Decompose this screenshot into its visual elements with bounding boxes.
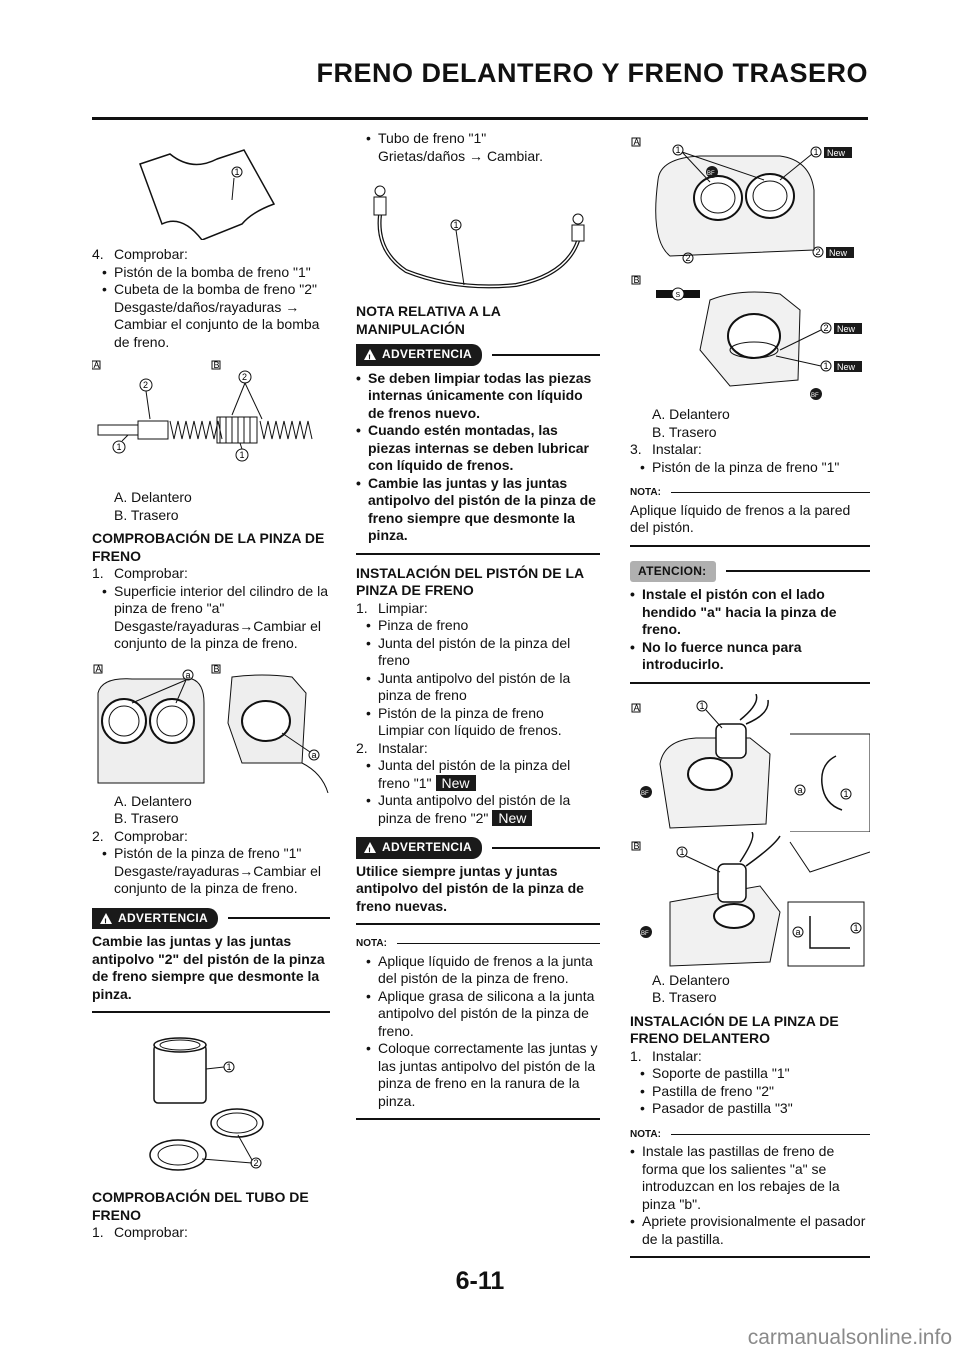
section-heading: COMPROBACIÓN DEL TUBO DE FRENO	[92, 1189, 309, 1223]
caption-front: A. Delantero	[114, 792, 192, 809]
list-item: • Pastilla de freno "2"	[640, 1082, 775, 1099]
step-label: Comprobar:	[114, 1224, 188, 1240]
list-item: • Se deben limpiar todas las piezas internas únicamente con líquido de frenos nuevo.	[356, 369, 592, 421]
list-item: • No lo fuerce nunca para introducirlo.	[630, 638, 802, 672]
step-number: 1.	[356, 599, 368, 616]
list-item: • Junta antipolvo del pistón de la pinza de freno	[366, 669, 571, 703]
list-item: • Cambie las juntas y las juntas antipolvo del pistón de la pinza de freno siempre que desmonte la pinza.	[356, 474, 596, 543]
caption-rear: B. Trasero	[114, 810, 179, 826]
note-header: NOTA:	[630, 484, 870, 502]
silicone-grease-icon: S	[675, 292, 681, 299]
caution-badge: ATENCION:	[630, 561, 716, 583]
callout-a: a	[797, 784, 803, 795]
caliper-seals-rear-figure	[630, 270, 870, 406]
section-heading: INSTALACIÓN DE LA PINZA DE FRENO DELANTERO	[630, 1012, 839, 1046]
list-item: • Pasador de pastilla "3"	[640, 1100, 793, 1116]
column-2	[356, 130, 600, 1130]
new-part-badge: New	[837, 324, 856, 334]
warning-end-rule	[356, 553, 600, 555]
warning-end-rule	[356, 923, 600, 925]
list-item: • Instale el pistón con el lado hendido "a" hacia la pinza de freno.	[630, 586, 837, 637]
step-number: 1.	[630, 1047, 642, 1064]
new-part-badge: New	[829, 248, 848, 258]
callout-2: 2	[143, 380, 149, 390]
list-item: • Junta del pistón de la pinza del freno	[366, 634, 571, 668]
piston-install-rear-figure	[630, 832, 870, 972]
callout-1: 1	[116, 442, 122, 452]
callout-1: 1	[453, 220, 459, 230]
note-header: NOTA:	[356, 935, 600, 953]
step-number: 1.	[92, 1224, 104, 1240]
step-label: Comprobar:	[114, 246, 188, 262]
label-a: A	[633, 137, 640, 147]
callout-2: 2	[815, 247, 821, 257]
label-b: B	[213, 360, 220, 370]
step-number: 2.	[356, 739, 368, 756]
step-label: Instalar:	[378, 739, 428, 756]
warning-header	[356, 344, 600, 366]
brake-hose-figure	[356, 171, 600, 299]
warning-badge: ! ADVERTENCIA	[92, 908, 218, 930]
warning-header	[356, 837, 600, 859]
callout-1: 1	[226, 1062, 232, 1072]
warning-header	[92, 908, 330, 930]
callout-1: 1	[234, 167, 240, 177]
list-item: • Instale las pastillas de freno de forma que los salientes "a" se introduzcan en los rebajes de la pinza "b".	[630, 1143, 840, 1212]
section-heading: NOTA RELATIVA A LA MANIPULACIÓN	[356, 303, 501, 337]
step-label: Instalar:	[652, 441, 702, 457]
caption-front: A. Delantero	[114, 489, 192, 505]
callout-1: 1	[823, 361, 829, 371]
bf-icon: BF	[811, 393, 819, 399]
step-number: 1.	[92, 565, 104, 581]
master-cylinder-parts-figure	[92, 359, 330, 489]
warning-triangle-icon	[364, 349, 376, 360]
label-a: A	[95, 663, 102, 674]
new-part-badge: New	[837, 362, 856, 372]
list-item: • Junta del pistón de la pinza del freno "1" New	[366, 757, 571, 791]
bf-icon: BF	[641, 930, 649, 937]
list-item: • Soporte de pastilla "1"	[640, 1065, 790, 1081]
bf-icon: BF	[641, 790, 649, 797]
list-item: • Pistón de la pinza de freno "1"	[102, 845, 302, 861]
warning-badge: ! ADVERTENCIA	[356, 344, 482, 366]
callout-a: a	[185, 669, 191, 680]
warning-end-rule	[92, 1011, 330, 1013]
label-b: B	[213, 663, 220, 674]
column-1	[92, 130, 330, 1242]
piston-install-front-figure	[630, 694, 870, 832]
note-header: NOTA:	[630, 1126, 870, 1144]
list-item: • Junta antipolvo del pistón de la pinza de freno "2" New	[366, 792, 571, 826]
page-header-title: FRENO DELANTERO Y FRENO TRASERO	[316, 58, 868, 88]
callout-2: 2	[823, 323, 829, 333]
caution-header	[630, 561, 870, 583]
note-end-rule	[630, 545, 870, 547]
new-part-badge: New	[492, 810, 532, 826]
caption-rear: B. Trasero	[652, 989, 717, 1005]
caption-front: A. Delantero	[652, 971, 730, 988]
list-item: • Pistón de la pinza de freno	[366, 704, 544, 721]
new-part-badge: New	[827, 148, 846, 158]
callout-1: 1	[239, 450, 245, 460]
list-item: • Tubo de freno "1"	[366, 130, 487, 146]
step-label: Instalar:	[652, 1047, 702, 1064]
result-text: de freno.	[114, 333, 170, 350]
callout-2: 2	[242, 372, 248, 382]
header-rule	[92, 117, 868, 120]
result-text: Desgaste/rayaduras→Cambiar el conjunto de la pinza de freno.	[114, 862, 321, 896]
master-cylinder-tool-figure	[92, 130, 330, 240]
result-text: Desgaste/daños/rayaduras →	[114, 298, 300, 315]
callout-1: 1	[675, 145, 681, 155]
new-part-badge: New	[436, 775, 476, 791]
callout-2: 2	[253, 1158, 259, 1168]
bf-icon: BF	[707, 171, 715, 177]
callout-1: 1	[813, 147, 819, 157]
note-end-rule	[356, 1118, 600, 1120]
warning-text: Utilice siempre juntas y juntas antipolvo del pistón de la pinza de freno nuevas.	[356, 862, 584, 914]
page-number: 6-11	[455, 1267, 505, 1295]
label-b: B	[633, 840, 640, 851]
callout-1: 1	[843, 788, 849, 799]
caption-front: A. Delantero	[652, 406, 730, 422]
callout-1: 1	[679, 846, 685, 857]
caution-end-rule	[630, 682, 870, 684]
list-item: • Pistón de la bomba de freno "1"	[102, 263, 311, 280]
callout-2: 2	[685, 253, 691, 263]
warning-text: Cambie las juntas y las juntas antipolvo "2" del pistón de la pinza de freno siempre que desmonte la pinza.	[92, 933, 325, 1002]
warning-triangle-icon	[364, 842, 376, 853]
note-end-rule	[630, 1256, 870, 1258]
watermark: carmanualsonline.info	[747, 1326, 952, 1349]
list-item: • Superficie interior del cilindro de la pinza de freno "a"	[102, 582, 328, 616]
label-a: A	[93, 360, 100, 370]
column-3	[630, 130, 870, 1268]
section-heading: INSTALACIÓN DEL PISTÓN DE LA PINZA DE FRENO	[356, 564, 584, 598]
list-item: • Cuando estén montadas, las piezas internas se deben lubricar con líquido de frenos.	[356, 422, 589, 473]
piston-and-seal-figure	[92, 1023, 330, 1183]
list-item: • Cubeta de la bomba de freno "2"	[102, 281, 317, 297]
list-item: • Pistón de la pinza de freno "1"	[640, 458, 840, 475]
warning-triangle-icon	[100, 913, 112, 924]
list-item: • Aplique grasa de silicona a la junta antipolvo del pistón de la pinza de freno.	[366, 987, 595, 1039]
list-item: • Aplique líquido de frenos a la junta del pistón de la pinza de freno.	[366, 952, 593, 986]
warning-badge: ! ADVERTENCIA	[356, 837, 482, 859]
caption-rear: B. Trasero	[114, 506, 179, 523]
caliper-seals-front-figure	[630, 130, 870, 270]
step-label: Comprobar:	[114, 565, 188, 581]
section-heading: COMPROBACIÓN DE LA PINZA DE FRENO	[92, 530, 325, 564]
result-text: Desgaste/rayaduras→Cambiar el conjunto de la pinza de freno.	[114, 617, 321, 651]
result-text: Limpiar con líquido de frenos.	[378, 722, 562, 738]
step-label: Comprobar:	[114, 827, 188, 844]
callout-a: a	[795, 926, 801, 937]
callout-1: 1	[853, 922, 859, 933]
caliper-cylinder-figure	[92, 663, 330, 793]
step-number: 4.	[92, 246, 104, 262]
result-text: Cambiar el conjunto de la bomba	[114, 316, 320, 332]
step-number: 3.	[630, 441, 642, 457]
step-number: 2.	[92, 827, 104, 844]
callout-1: 1	[699, 700, 705, 711]
result-text: Grietas/daños → Cambiar.	[378, 147, 543, 164]
list-item: • Pinza de freno	[366, 617, 469, 633]
caption-rear: B. Trasero	[652, 423, 717, 440]
label-b: B	[633, 275, 640, 285]
step-label: Limpiar:	[378, 599, 428, 616]
list-item: • Apriete provisionalmente el pasador de la pastilla.	[630, 1213, 866, 1247]
label-a: A	[633, 702, 640, 713]
list-item: • Coloque correctamente las juntas y las juntas antipolvo del pistón de la pinza de freno en la ranura de la pinza.	[366, 1040, 598, 1109]
note-text: Aplique líquido de frenos a la pared del pistón.	[630, 501, 851, 535]
callout-a: a	[311, 749, 317, 760]
